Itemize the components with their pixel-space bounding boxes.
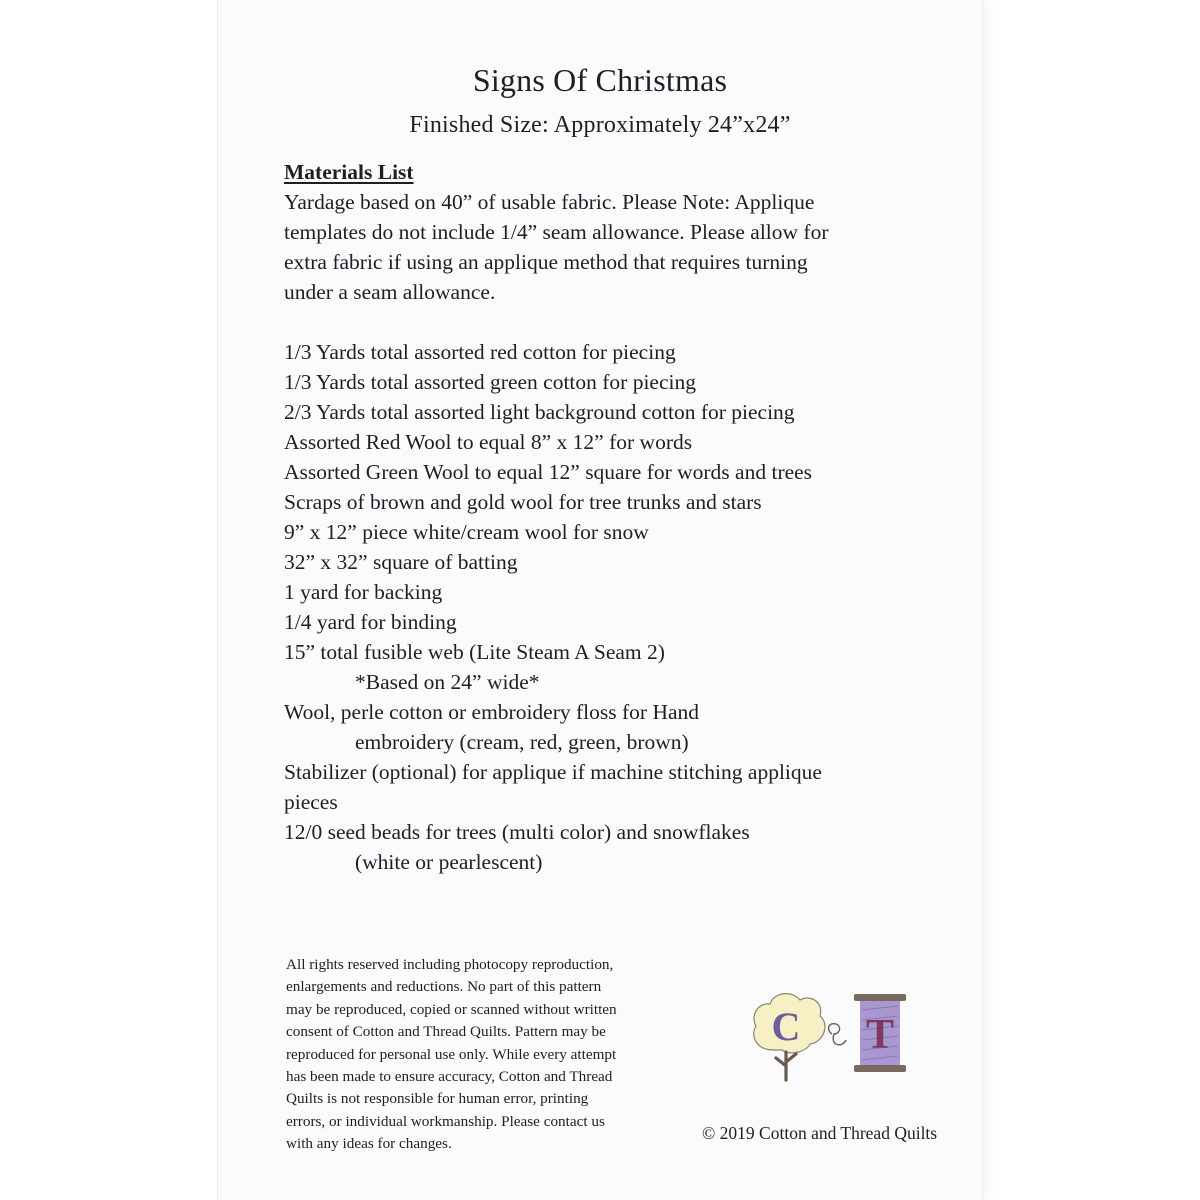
logo-letter-t: T [865,1012,895,1058]
pattern-page [218,0,982,1200]
notice-line: Quilts is not responsible for human error, printing [286,1090,589,1108]
finished-size: Finished Size: Approximately 24”x24” [409,112,791,138]
material-item-text: 1/3 Yards total assorted green cotton for piecing [284,370,696,394]
notice-line: may be reproduced, copied or scanned without written [286,1000,617,1018]
notice-line: enlargements and reductions. No part of this pattern [286,978,602,996]
material-item-text: 1 yard for backing [284,580,443,604]
notice-line: with any ideas for changes. [286,1135,452,1153]
thread-curl-icon [829,1024,846,1045]
material-item [284,397,944,427]
cotton-stem [776,1052,796,1080]
materials-section [284,157,944,877]
material-item-text: 1/4 yard for binding [284,610,457,634]
spool-top [854,994,906,1001]
material-item-text: 12/0 seed beads for trees (multi color) and snowflakes [284,820,750,844]
spool-bottom [854,1065,906,1072]
material-item-text: 9” x 12” piece white/cream wool for snow [284,520,649,544]
notice-line: errors, or individual workmanship. Please contact us [286,1112,605,1130]
material-item-text: Assorted Red Wool to equal 8” x 12” for words [284,430,693,454]
notice-line: reproduced for personal use only. While every attempt [286,1045,617,1063]
intro-paragraph [284,187,944,307]
material-item-text: pieces [284,790,338,814]
page-title: Signs Of Christmas [472,62,728,98]
notice-line: All rights reserved including photocopy reproduction, [286,956,614,973]
material-item [284,697,944,757]
intro-line: extra fabric if using an applique method that requires turning [284,250,808,274]
logo-letter-c: C [771,1004,801,1049]
material-item-note: (white or pearlescent) [355,850,543,874]
material-item [284,757,944,817]
material-item-text: Wool, perle cotton or embroidery floss for Hand [284,700,700,724]
material-item [284,547,944,577]
material-item [284,517,944,547]
material-item-text: Assorted Green Wool to equal 12” square for words and trees [284,460,813,484]
material-item [284,337,944,367]
material-item-note: embroidery (cream, red, green, brown) [355,730,689,754]
material-item-text: 32” x 32” square of batting [284,550,518,574]
copyright-line: © 2019 Cotton and Thread Quilts [702,1123,938,1143]
intro-line: Yardage based on 40” of usable fabric. Please Note: Applique [284,190,815,214]
material-item-text: 2/3 Yards total assorted light background cotton for piecing [284,400,795,424]
materials-heading: Materials List [284,160,414,184]
material-item [284,607,944,637]
material-item [284,367,944,397]
material-item-note: *Based on 24” wide* [355,670,540,694]
material-item-text: 15” total fusible web (Lite Steam A Seam 2) [284,640,665,664]
material-item [284,637,944,697]
copyright-notice [286,954,706,1156]
material-item-text: Scraps of brown and gold wool for tree trunks and stars [284,490,762,514]
material-item-text: Stabilizer (optional) for applique if machine stitching applique [284,760,822,784]
material-item [284,817,944,877]
material-item-text: 1/3 Yards total assorted red cotton for piecing [284,340,676,364]
material-item [284,487,944,517]
cotton-and-thread-logo [746,988,926,1084]
notice-line: consent of Cotton and Thread Quilts. Pattern may be [286,1023,606,1041]
materials-list [284,337,944,877]
material-item [284,457,944,487]
material-item [284,577,944,607]
material-item [284,427,944,457]
notice-line: has been made to ensure accuracy, Cotton and Thread [286,1068,613,1086]
intro-line: templates do not include 1/4” seam allowance. Please allow for [284,220,829,244]
intro-line: under a seam allowance. [284,280,496,304]
